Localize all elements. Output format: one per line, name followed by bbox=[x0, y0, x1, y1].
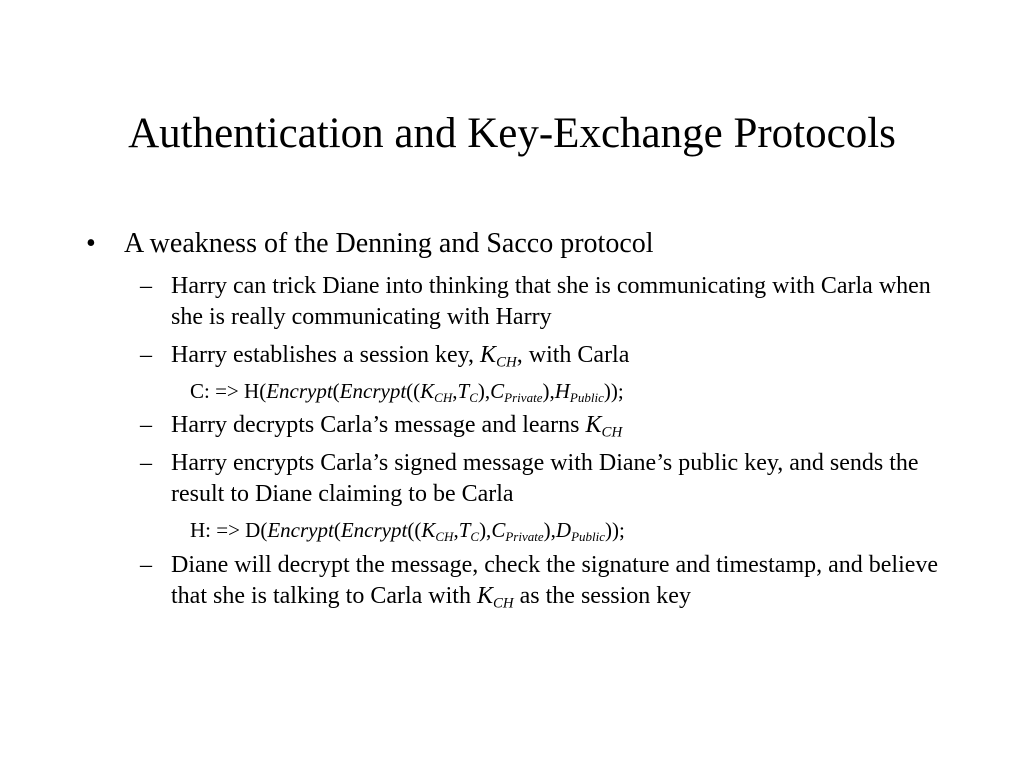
formula-close: ), bbox=[542, 379, 555, 403]
symbol-ch: CH bbox=[496, 354, 517, 371]
dash: – bbox=[140, 552, 152, 578]
dash: – bbox=[140, 450, 152, 476]
dash: – bbox=[140, 273, 152, 299]
symbol-private: Private bbox=[504, 389, 543, 405]
symbol-c: C bbox=[490, 379, 505, 403]
sub-item-text bbox=[171, 340, 960, 371]
formula-prefix: H: => D( bbox=[190, 518, 268, 542]
formula-close: ), bbox=[543, 518, 556, 542]
symbol-ch: CH bbox=[601, 424, 623, 441]
symbol-public: Public bbox=[569, 389, 604, 405]
sub-item-text bbox=[171, 410, 960, 441]
symbol-public: Public bbox=[571, 528, 606, 544]
sub-item-text: Harry can trick Diane into thinking that she is communicating with Carla when she is really communicating with Harry bbox=[171, 273, 931, 330]
symbol-d: D bbox=[555, 518, 572, 542]
main-bullet bbox=[86, 227, 654, 261]
symbol-t: T bbox=[458, 518, 471, 542]
symbol-c: C bbox=[491, 518, 506, 542]
sub-item-4 bbox=[140, 448, 960, 510]
sub-item-3 bbox=[140, 410, 960, 441]
symbol-k: K bbox=[476, 583, 493, 609]
dash: – bbox=[140, 342, 152, 368]
formula-paren: (( bbox=[406, 379, 421, 403]
sub-item-text: Harry encrypts Carla’s signed message with Diane’s public key, and sends the result to Diane claiming to be Carla bbox=[171, 450, 919, 507]
sub-item-5 bbox=[140, 550, 960, 612]
bullet-text: A weakness of the Denning and Sacco protocol bbox=[124, 228, 654, 259]
formula-end: )); bbox=[605, 518, 625, 542]
symbol-ch: CH bbox=[434, 389, 453, 405]
sub-item-prefix: Harry establishes a session key, bbox=[171, 342, 481, 368]
slide-title: Authentication and Key-Exchange Protocols bbox=[128, 110, 896, 157]
formula-end: )); bbox=[603, 379, 624, 403]
formula-harry-to-diane bbox=[190, 516, 625, 544]
formula-paren: ( bbox=[333, 518, 341, 542]
symbol-h: H bbox=[554, 379, 570, 403]
sub-item-text bbox=[171, 550, 960, 612]
symbol-k: K bbox=[480, 342, 497, 368]
symbol-private: Private bbox=[505, 528, 544, 544]
symbol-ch: CH bbox=[492, 595, 514, 612]
formula-carla-to-harry bbox=[190, 377, 624, 405]
formula-comma: , bbox=[452, 379, 458, 403]
symbol-c-sub: C bbox=[470, 528, 480, 544]
dash: – bbox=[140, 412, 152, 438]
symbol-k: K bbox=[421, 518, 436, 542]
symbol-t: T bbox=[457, 379, 470, 403]
sub-item-suffix: as the session key bbox=[513, 583, 691, 609]
symbol-ch: CH bbox=[435, 528, 454, 544]
sub-item-prefix: Diane will decrypt the message, check the signature and timestamp, and believe that she is talking to Carla with bbox=[171, 552, 939, 609]
formula-encrypt: Encrypt bbox=[340, 518, 408, 542]
formula-paren: ( bbox=[332, 379, 340, 403]
sub-item-prefix: Harry decrypts Carla’s message and learns bbox=[171, 412, 586, 438]
sub-item-suffix: , with Carla bbox=[516, 342, 630, 368]
symbol-c-sub: C bbox=[469, 389, 478, 405]
formula-prefix: C: => H( bbox=[190, 379, 267, 403]
sub-item-2 bbox=[140, 340, 960, 371]
bullet-mark: • bbox=[86, 228, 96, 259]
formula-encrypt: Encrypt bbox=[339, 379, 407, 403]
formula-encrypt: Encrypt bbox=[267, 518, 334, 542]
formula-comma: , bbox=[453, 518, 459, 542]
formula-close: ), bbox=[479, 518, 492, 542]
symbol-k: K bbox=[420, 379, 435, 403]
formula-paren: (( bbox=[407, 518, 422, 542]
formula-encrypt: Encrypt bbox=[266, 379, 333, 403]
formula-close: ), bbox=[477, 379, 491, 403]
sub-item-1 bbox=[140, 271, 960, 333]
symbol-k: K bbox=[585, 412, 602, 438]
